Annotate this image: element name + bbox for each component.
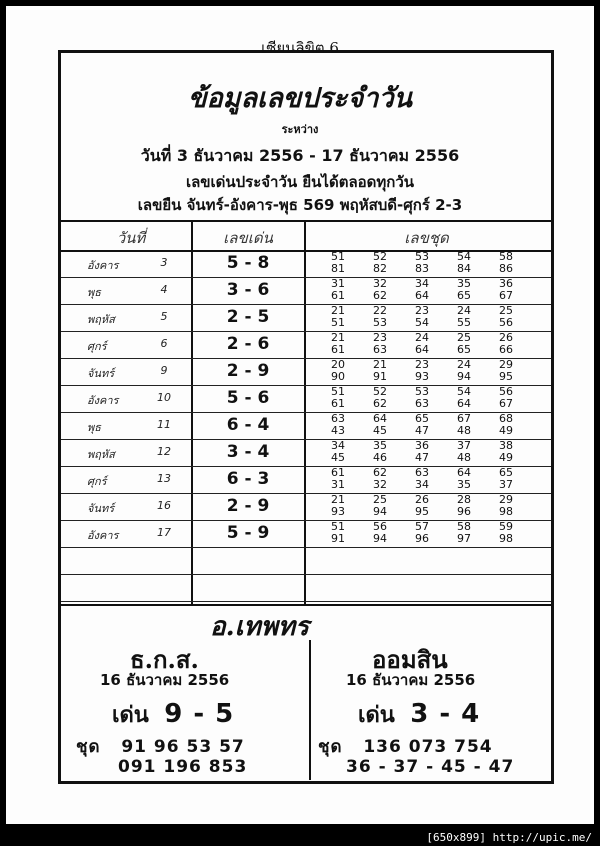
table-row	[61, 331, 551, 359]
left-set-label: ชุด	[76, 737, 101, 757]
set-number: 25	[457, 331, 471, 344]
row-day: พฤหัส	[87, 448, 115, 461]
right-set1: 136 073 754	[363, 737, 493, 757]
set-number: 29	[499, 493, 513, 506]
set-number: 64	[415, 289, 429, 302]
table-row	[61, 493, 551, 521]
set-number: 95	[499, 370, 513, 383]
left-date: 16 ธันวาคม 2556	[100, 671, 230, 689]
row-day: จันทร์	[87, 502, 115, 515]
set-number: 23	[373, 331, 387, 344]
set-number: 28	[457, 493, 471, 506]
set-number: 29	[499, 358, 513, 371]
set-number: 59	[499, 520, 513, 533]
row-pick: 3 - 4	[226, 442, 270, 462]
row-pick: 5 - 8	[226, 253, 270, 273]
set-number: 54	[457, 385, 471, 398]
left-bank-name: ธ.ก.ส.	[130, 645, 199, 674]
set-number: 61	[331, 397, 345, 410]
left-set-line1	[76, 733, 245, 760]
set-number: 58	[457, 520, 471, 533]
table-row	[61, 412, 551, 440]
set-number: 67	[457, 412, 471, 425]
set-number: 63	[331, 412, 345, 425]
row-date: 13	[157, 472, 171, 485]
set-number: 67	[499, 289, 513, 302]
set-number: 93	[331, 505, 345, 518]
set-number: 48	[457, 451, 471, 464]
set-number: 61	[331, 289, 345, 302]
row-pick: 2 - 5	[226, 307, 270, 327]
set-number: 94	[373, 505, 387, 518]
set-number: 22	[373, 304, 387, 317]
set-number: 49	[499, 424, 513, 437]
row-day: พุธ	[87, 286, 101, 299]
row-date: 3	[160, 256, 168, 269]
row-date: 6	[160, 337, 168, 350]
set-number: 45	[331, 451, 345, 464]
row-date: 12	[157, 445, 171, 458]
set-number: 23	[415, 304, 429, 317]
set-number: 96	[415, 532, 429, 545]
date-range: วันที่ 3 ธันวาคม 2556 - 17 ธันวาคม 2556	[140, 146, 460, 165]
row-pick: 2 - 9	[226, 361, 270, 381]
header-date: วันที่	[116, 229, 146, 247]
set-number: 91	[373, 370, 387, 383]
row-day: อังคาร	[87, 394, 119, 407]
row-pick: 2 - 9	[226, 496, 270, 516]
set-number: 24	[415, 331, 429, 344]
set-number: 82	[373, 262, 387, 275]
set-number: 21	[331, 304, 345, 317]
set-number: 25	[373, 493, 387, 506]
set-number: 51	[331, 316, 345, 329]
right-main-number	[358, 697, 480, 732]
left-main-number	[112, 697, 234, 732]
table-row	[61, 439, 551, 467]
set-number: 62	[373, 289, 387, 302]
set-number: 31	[331, 478, 345, 491]
set-number: 91	[331, 532, 345, 545]
daily-line: เลขเด่นประจำวัน ยืนได้ตลอดทุกวัน	[185, 173, 415, 191]
set-number: 97	[457, 532, 471, 545]
set-number: 64	[373, 412, 387, 425]
set-number: 26	[499, 331, 513, 344]
table-row	[61, 520, 551, 548]
table-row	[61, 385, 551, 413]
table-row	[61, 304, 551, 332]
table-row	[61, 277, 551, 305]
row-day: อังคาร	[87, 529, 119, 542]
set-number: 35	[457, 478, 471, 491]
set-number: 83	[415, 262, 429, 275]
table-header	[61, 220, 551, 252]
row-pick: 5 - 9	[226, 523, 270, 543]
set-number: 36	[499, 277, 513, 290]
set-number: 98	[499, 532, 513, 545]
set-number: 23	[415, 358, 429, 371]
row-day: ศุกร์	[87, 340, 107, 353]
subtitle: ระหว่าง	[281, 123, 319, 136]
header-pick: เลขเด่น	[223, 229, 273, 247]
row-date: 11	[157, 418, 171, 431]
number-table	[61, 220, 551, 604]
row-day: พฤหัส	[87, 313, 115, 326]
set-number: 21	[331, 331, 345, 344]
set-number: 96	[457, 505, 471, 518]
stand-line: เลขยืน จันทร์-อังคาร-พุธ 569 พฤหัสบดี-ศุกร์ 2-3	[137, 196, 463, 214]
set-number: 53	[415, 385, 429, 398]
set-number: 34	[331, 439, 345, 452]
right-main-label: เด่น	[358, 703, 395, 728]
set-number: 62	[373, 466, 387, 479]
set-number: 61	[331, 466, 345, 479]
set-number: 68	[499, 412, 513, 425]
row-date: 10	[157, 391, 171, 404]
row-pick: 6 - 3	[226, 469, 270, 489]
set-number: 84	[457, 262, 471, 275]
set-number: 94	[373, 532, 387, 545]
empty-row	[61, 547, 551, 575]
set-number: 63	[373, 343, 387, 356]
set-number: 21	[331, 493, 345, 506]
right-main-value: 3 - 4	[410, 699, 481, 729]
set-number: 64	[457, 397, 471, 410]
set-number: 81	[331, 262, 345, 275]
set-number: 37	[457, 439, 471, 452]
row-date: 4	[160, 283, 168, 296]
left-main-label: เด่น	[112, 703, 149, 728]
row-day: ศุกร์	[87, 475, 107, 488]
set-number: 35	[373, 439, 387, 452]
row-date: 17	[157, 526, 171, 539]
set-number: 62	[373, 397, 387, 410]
set-number: 86	[499, 262, 513, 275]
left-set1: 91 96 53 57	[121, 737, 245, 757]
empty-row	[61, 574, 551, 602]
set-number: 32	[373, 478, 387, 491]
set-number: 93	[415, 370, 429, 383]
set-number: 56	[499, 385, 513, 398]
set-number: 98	[499, 505, 513, 518]
set-number: 61	[331, 343, 345, 356]
set-number: 52	[373, 385, 387, 398]
row-day: อังคาร	[87, 259, 119, 272]
set-number: 47	[415, 451, 429, 464]
set-number: 34	[415, 277, 429, 290]
set-number: 32	[373, 277, 387, 290]
set-number: 49	[499, 451, 513, 464]
row-date: 16	[157, 499, 171, 512]
header-sets: เลขชุด	[404, 229, 449, 247]
set-number: 58	[499, 250, 513, 263]
row-pick: 3 - 6	[226, 280, 270, 300]
set-number: 55	[457, 316, 471, 329]
set-number: 46	[373, 451, 387, 464]
left-main-value: 9 - 5	[164, 699, 235, 729]
set-number: 90	[331, 370, 345, 383]
set-number: 95	[415, 505, 429, 518]
row-pick: 2 - 6	[226, 334, 270, 354]
row-pick: 6 - 4	[226, 415, 270, 435]
set-number: 36	[415, 439, 429, 452]
set-number: 38	[499, 439, 513, 452]
row-pick: 5 - 6	[226, 388, 270, 408]
right-bank-name: ออมสิน	[372, 645, 448, 674]
series-label: เซียนลิขิต 6	[261, 39, 339, 57]
set-number: 31	[331, 277, 345, 290]
page-title: ข้อมูลเลขประจำวัน	[188, 83, 412, 114]
set-number: 51	[331, 385, 345, 398]
set-number: 35	[457, 277, 471, 290]
set-number: 51	[331, 250, 345, 263]
right-set-line1	[318, 733, 493, 760]
row-day: จันทร์	[87, 367, 115, 380]
set-number: 63	[415, 397, 429, 410]
set-number: 24	[457, 358, 471, 371]
set-number: 65	[457, 343, 471, 356]
set-number: 53	[415, 250, 429, 263]
set-number: 64	[415, 343, 429, 356]
set-number: 65	[499, 466, 513, 479]
row-date: 5	[160, 310, 168, 323]
set-number: 21	[373, 358, 387, 371]
set-number: 56	[373, 520, 387, 533]
table-row	[61, 466, 551, 494]
set-number: 65	[457, 289, 471, 302]
set-number: 25	[499, 304, 513, 317]
set-number: 24	[457, 304, 471, 317]
table-row	[61, 358, 551, 386]
set-number: 48	[457, 424, 471, 437]
panel-divider	[309, 640, 311, 780]
set-number: 56	[499, 316, 513, 329]
right-set2: 36 - 37 - 45 - 47	[346, 757, 515, 777]
set-number: 52	[373, 250, 387, 263]
set-number: 67	[499, 397, 513, 410]
right-set-label: ชุด	[318, 737, 343, 757]
right-date: 16 ธันวาคม 2556	[346, 671, 476, 689]
row-date: 9	[160, 364, 168, 377]
set-number: 64	[457, 466, 471, 479]
set-number: 54	[457, 250, 471, 263]
set-number: 34	[415, 478, 429, 491]
set-number: 65	[415, 412, 429, 425]
left-set2: 091 196 853	[118, 757, 248, 777]
set-number: 63	[415, 466, 429, 479]
set-number: 43	[331, 424, 345, 437]
set-number: 66	[499, 343, 513, 356]
set-number: 51	[331, 520, 345, 533]
author-name: อ.เทพทร	[210, 612, 309, 642]
image-footer: [650x899] http://upic.me/	[426, 831, 592, 844]
set-number: 37	[499, 478, 513, 491]
set-number: 57	[415, 520, 429, 533]
set-number: 94	[457, 370, 471, 383]
set-number: 20	[331, 358, 345, 371]
set-number: 45	[373, 424, 387, 437]
set-number: 53	[373, 316, 387, 329]
table-row	[61, 250, 551, 278]
set-number: 26	[415, 493, 429, 506]
set-number: 47	[415, 424, 429, 437]
set-number: 54	[415, 316, 429, 329]
row-day: พุธ	[87, 421, 101, 434]
